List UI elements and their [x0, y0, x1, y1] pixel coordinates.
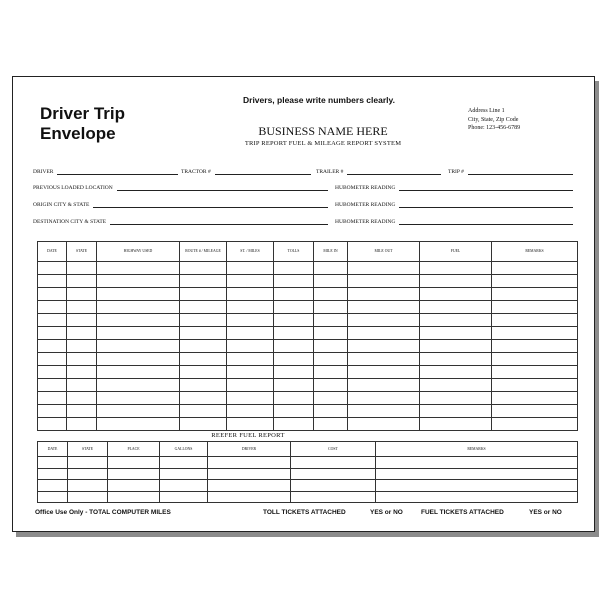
fuel-tickets-label: FUEL TICKETS ATTACHED — [421, 509, 504, 516]
trip-table-cell[interactable] — [97, 366, 180, 379]
trip-table-cell[interactable] — [180, 392, 227, 405]
hubometer-reading-label-1: HUBOMETER READING — [335, 185, 396, 191]
trip-table-cell[interactable] — [38, 405, 67, 418]
trip-table-cell[interactable] — [227, 275, 274, 288]
trailer-label: TRAILER # — [316, 169, 344, 175]
trip-table-cell[interactable] — [492, 301, 578, 314]
business-name: BUSINESS NAME HERE — [258, 124, 388, 138]
trip-table-cell[interactable] — [348, 405, 420, 418]
trip-table-cell[interactable] — [314, 353, 348, 366]
reefer-table-cell[interactable] — [38, 468, 68, 480]
trip-table-cell[interactable] — [348, 340, 420, 353]
reefer-table-cell[interactable] — [108, 480, 160, 492]
trip-table-row — [38, 405, 578, 418]
trip-header-mile-out: MILE OUT — [348, 242, 420, 262]
trip-table-cell[interactable] — [348, 275, 420, 288]
trip-table-cell[interactable] — [38, 392, 67, 405]
reefer-table-cell[interactable] — [160, 457, 208, 469]
trip-table-cell[interactable] — [38, 288, 67, 301]
trip-table-cell[interactable] — [180, 418, 227, 431]
reefer-table-cell[interactable] — [68, 468, 108, 480]
trip-table-cell[interactable] — [492, 353, 578, 366]
trip-header-fuel: FUEL — [420, 242, 492, 262]
reefer-table-row — [38, 457, 578, 469]
reefer-table-cell[interactable] — [160, 491, 208, 503]
trip-table-cell[interactable] — [314, 405, 348, 418]
trip-table-cell[interactable] — [227, 288, 274, 301]
trip-table-cell[interactable] — [227, 392, 274, 405]
trip-table-cell[interactable] — [420, 327, 492, 340]
trip-table-cell[interactable] — [227, 405, 274, 418]
trip-table-row — [38, 275, 578, 288]
tractor-field[interactable] — [181, 167, 311, 175]
hubometer-reading-label-2: HUBOMETER READING — [335, 202, 396, 208]
trip-table-cell[interactable] — [38, 379, 67, 392]
reefer-table-cell[interactable] — [291, 457, 376, 469]
trip-table-row — [38, 340, 578, 353]
reefer-table-cell[interactable] — [208, 468, 291, 480]
trip-header-tolls: TOLLS — [274, 242, 314, 262]
trip-table-cell[interactable] — [492, 275, 578, 288]
trip-table-cell[interactable] — [97, 301, 180, 314]
trip-table-cell[interactable] — [180, 262, 227, 275]
trip-table-row — [38, 301, 578, 314]
reefer-header-place: PLACE — [108, 442, 160, 457]
trip-table-cell[interactable] — [180, 366, 227, 379]
trip-table-cell[interactable] — [420, 379, 492, 392]
trip-table-cell[interactable] — [348, 314, 420, 327]
trip-table-cell[interactable] — [97, 327, 180, 340]
origin-city-state-field[interactable] — [33, 200, 328, 208]
trip-table-cell[interactable] — [227, 262, 274, 275]
trip-table-cell[interactable] — [97, 353, 180, 366]
hubometer-reading-field-2[interactable] — [335, 200, 573, 208]
trip-table-cell[interactable] — [348, 301, 420, 314]
trip-envelope-form — [12, 76, 595, 532]
trip-table-cell[interactable] — [97, 262, 180, 275]
reefer-section-label: REEFER FUEL REPORT — [211, 432, 285, 439]
trip-table-cell[interactable] — [67, 340, 97, 353]
previous-loaded-location-label: PREVIOUS LOADED LOCATION — [33, 185, 113, 191]
trip-table-row — [38, 314, 578, 327]
trip-table-cell[interactable] — [314, 392, 348, 405]
reefer-header-driver: DRIVER — [208, 442, 291, 457]
address-line1: Address Line 1 — [468, 108, 505, 114]
driver-field[interactable] — [33, 167, 178, 175]
trip-table-cell[interactable] — [97, 405, 180, 418]
origin-city-state-label: ORIGIN CITY & STATE — [33, 202, 90, 208]
reefer-table-cell[interactable] — [108, 468, 160, 480]
trip-table-cell[interactable] — [97, 314, 180, 327]
trip-table-cell[interactable] — [67, 262, 97, 275]
trip-table-cell[interactable] — [314, 340, 348, 353]
trip-table-cell[interactable] — [348, 392, 420, 405]
trip-table-cell[interactable] — [348, 327, 420, 340]
trip-table-cell[interactable] — [274, 366, 314, 379]
hubometer-reading-field-1[interactable] — [335, 183, 573, 191]
trip-field[interactable] — [448, 167, 573, 175]
reefer-table-row — [38, 480, 578, 492]
trip-table-cell[interactable] — [274, 262, 314, 275]
reefer-table-cell[interactable] — [376, 491, 578, 503]
trip-table-header-row — [38, 242, 578, 262]
trip-table-cell[interactable] — [97, 340, 180, 353]
trip-table-cell[interactable] — [492, 392, 578, 405]
trip-table-cell[interactable] — [38, 353, 67, 366]
reefer-header-date: DATE — [38, 442, 68, 457]
trip-header-st-miles: ST. / MILES — [227, 242, 274, 262]
trip-table-cell[interactable] — [274, 288, 314, 301]
destination-city-state-label: DESTINATION CITY & STATE — [33, 219, 107, 225]
trip-table-cell[interactable] — [314, 288, 348, 301]
trip-table-cell[interactable] — [492, 405, 578, 418]
trip-table-cell[interactable] — [274, 327, 314, 340]
trip-table-cell[interactable] — [67, 379, 97, 392]
trip-table-cell[interactable] — [97, 288, 180, 301]
trip-table-cell[interactable] — [274, 314, 314, 327]
address-block — [468, 107, 520, 133]
trip-table-row — [38, 392, 578, 405]
form-subtitle: TRIP REPORT FUEL & MILEAGE REPORT SYSTEM — [244, 140, 402, 147]
trip-table-cell[interactable] — [227, 340, 274, 353]
trip-header-date: DATE — [38, 242, 67, 262]
toll-tickets-label: TOLL TICKETS ATTACHED — [263, 509, 346, 516]
trip-table-cell[interactable] — [67, 327, 97, 340]
trip-table-cell[interactable] — [420, 405, 492, 418]
trip-table-cell[interactable] — [314, 275, 348, 288]
reefer-table-cell[interactable] — [38, 457, 68, 469]
reefer-table-cell[interactable] — [108, 491, 160, 503]
fuel-yes-no[interactable]: YES or NO — [529, 509, 562, 516]
trip-table-cell[interactable] — [420, 353, 492, 366]
reefer-header-state: STATE — [68, 442, 108, 457]
trip-table-cell[interactable] — [314, 314, 348, 327]
trip-table-cell[interactable] — [38, 275, 67, 288]
trip-table-cell[interactable] — [420, 301, 492, 314]
trip-table-cell[interactable] — [420, 275, 492, 288]
trip-table-cell[interactable] — [97, 418, 180, 431]
trip-table-cell[interactable] — [348, 288, 420, 301]
tractor-label: TRACTOR # — [181, 169, 211, 175]
reefer-table-cell[interactable] — [68, 480, 108, 492]
trip-table-row — [38, 366, 578, 379]
hubometer-reading-label-3: HUBOMETER READING — [335, 219, 396, 225]
trip-table-cell[interactable] — [180, 275, 227, 288]
trip-table-cell[interactable] — [420, 340, 492, 353]
trip-table-cell[interactable] — [227, 327, 274, 340]
trip-header-highway: HIGHWAY USED — [97, 242, 180, 262]
form-title-line2: Envelope — [40, 124, 116, 143]
trip-table-cell[interactable] — [348, 379, 420, 392]
trip-table-cell[interactable] — [67, 301, 97, 314]
trip-table-cell[interactable] — [420, 288, 492, 301]
trip-table-cell[interactable] — [67, 275, 97, 288]
reefer-table-cell[interactable] — [208, 480, 291, 492]
trip-table-cell[interactable] — [97, 379, 180, 392]
reefer-table-cell[interactable] — [68, 491, 108, 503]
trip-table-cell[interactable] — [274, 353, 314, 366]
trip-table-cell[interactable] — [67, 366, 97, 379]
trip-table-cell[interactable] — [38, 366, 67, 379]
reefer-table-cell[interactable] — [291, 480, 376, 492]
trip-table-cell[interactable] — [274, 340, 314, 353]
reefer-table-cell[interactable] — [376, 468, 578, 480]
trip-table-cell[interactable] — [420, 262, 492, 275]
trip-table-cell[interactable] — [420, 366, 492, 379]
trip-table-cell[interactable] — [314, 262, 348, 275]
reefer-table-cell[interactable] — [291, 468, 376, 480]
trip-table-cell[interactable] — [348, 366, 420, 379]
reefer-table-header-row — [38, 442, 578, 457]
reefer-header-gallons: GALLONS — [160, 442, 208, 457]
hubometer-reading-field-3[interactable] — [335, 217, 573, 225]
reefer-table-cell[interactable] — [208, 457, 291, 469]
trip-table-cell[interactable] — [314, 418, 348, 431]
trip-table-cell[interactable] — [97, 392, 180, 405]
trip-table-cell[interactable] — [348, 262, 420, 275]
trip-table-cell[interactable] — [274, 418, 314, 431]
trip-table-cell[interactable] — [314, 327, 348, 340]
trip-table-cell[interactable] — [97, 275, 180, 288]
form-title-line1: Driver Trip — [40, 104, 126, 123]
form-title — [40, 104, 125, 144]
address-line3: Phone: 123-456-6789 — [468, 125, 521, 131]
trip-table-cell[interactable] — [180, 379, 227, 392]
reefer-header-cost: COST — [291, 442, 376, 457]
trip-table-cell[interactable] — [180, 353, 227, 366]
trip-table-cell[interactable] — [492, 288, 578, 301]
trip-table-row — [38, 418, 578, 431]
reefer-header-remarks: REMARKS — [376, 442, 578, 457]
trip-table-cell[interactable] — [38, 340, 67, 353]
address-line2: City, State, Zip Code — [468, 116, 519, 123]
trip-table-cell[interactable] — [67, 418, 97, 431]
trip-table-cell[interactable] — [274, 392, 314, 405]
trip-table-cell[interactable] — [227, 301, 274, 314]
trip-table-cell[interactable] — [38, 301, 67, 314]
trip-table-cell[interactable] — [492, 314, 578, 327]
driver-label: DRIVER — [33, 169, 54, 175]
trip-table-row — [38, 353, 578, 366]
reefer-table-cell[interactable] — [38, 480, 68, 492]
trip-table-cell[interactable] — [38, 327, 67, 340]
reefer-table-cell[interactable] — [291, 491, 376, 503]
trip-table-cell[interactable] — [274, 275, 314, 288]
trip-table-cell[interactable] — [38, 418, 67, 431]
trip-table-cell[interactable] — [180, 314, 227, 327]
previous-loaded-location-field[interactable] — [33, 183, 328, 191]
reefer-table-row — [38, 468, 578, 480]
trip-log-table — [37, 241, 578, 431]
trip-table-cell[interactable] — [274, 405, 314, 418]
trip-table-row — [38, 327, 578, 340]
trip-table-cell[interactable] — [420, 314, 492, 327]
trip-table-cell[interactable] — [38, 314, 67, 327]
trip-table-cell[interactable] — [67, 353, 97, 366]
trip-table-cell[interactable] — [420, 418, 492, 431]
trip-table-cell[interactable] — [274, 301, 314, 314]
trip-header-remarks: REMARKS — [492, 242, 578, 262]
reefer-table-cell[interactable] — [160, 480, 208, 492]
reefer-fuel-table — [37, 441, 578, 503]
trip-table-cell[interactable] — [67, 314, 97, 327]
reefer-table-row — [38, 491, 578, 503]
reefer-table-cell[interactable] — [160, 468, 208, 480]
reefer-table-cell[interactable] — [68, 457, 108, 469]
trip-table-row — [38, 262, 578, 275]
destination-city-state-field[interactable] — [33, 217, 328, 225]
trip-label: TRIP # — [448, 169, 464, 175]
reefer-table-cell[interactable] — [208, 491, 291, 503]
trip-table-cell[interactable] — [348, 353, 420, 366]
toll-yes-no[interactable]: YES or NO — [370, 509, 403, 516]
trip-table-cell[interactable] — [227, 366, 274, 379]
trip-table-cell[interactable] — [180, 340, 227, 353]
instruction-text: Drivers, please write numbers clearly. — [243, 95, 395, 105]
trip-table-cell[interactable] — [67, 405, 97, 418]
trip-table-cell[interactable] — [180, 405, 227, 418]
trip-table-cell[interactable] — [67, 392, 97, 405]
reefer-table-cell[interactable] — [108, 457, 160, 469]
trip-table-cell[interactable] — [38, 262, 67, 275]
trip-table-cell[interactable] — [227, 353, 274, 366]
trip-table-cell[interactable] — [492, 327, 578, 340]
trip-table-cell[interactable] — [314, 379, 348, 392]
trip-table-cell[interactable] — [227, 314, 274, 327]
reefer-table-cell[interactable] — [376, 457, 578, 469]
trip-table-cell[interactable] — [314, 301, 348, 314]
trip-table-cell[interactable] — [227, 418, 274, 431]
trip-header-mile-in: MILE IN — [314, 242, 348, 262]
reefer-table-cell[interactable] — [38, 491, 68, 503]
trip-table-cell[interactable] — [314, 366, 348, 379]
trip-table-cell[interactable] — [67, 288, 97, 301]
trip-table-cell[interactable] — [348, 418, 420, 431]
trip-table-row — [38, 288, 578, 301]
trip-table-cell[interactable] — [180, 288, 227, 301]
trip-table-cell[interactable] — [492, 262, 578, 275]
trip-table-cell[interactable] — [492, 366, 578, 379]
trip-table-row — [38, 379, 578, 392]
trip-header-state: STATE — [67, 242, 97, 262]
reefer-table-cell[interactable] — [376, 480, 578, 492]
trip-table-cell[interactable] — [180, 301, 227, 314]
trip-table-cell[interactable] — [420, 392, 492, 405]
office-use-total-miles: Office Use Only - TOTAL COMPUTER MILES — [35, 509, 171, 516]
trip-table-cell[interactable] — [274, 379, 314, 392]
trip-table-cell[interactable] — [227, 379, 274, 392]
trip-table-cell[interactable] — [180, 327, 227, 340]
trip-table-cell[interactable] — [492, 379, 578, 392]
trip-table-cell[interactable] — [492, 418, 578, 431]
trip-header-route: ROUTE # / MILEAGE — [180, 242, 227, 262]
trip-table-cell[interactable] — [492, 340, 578, 353]
trailer-field[interactable] — [316, 167, 441, 175]
